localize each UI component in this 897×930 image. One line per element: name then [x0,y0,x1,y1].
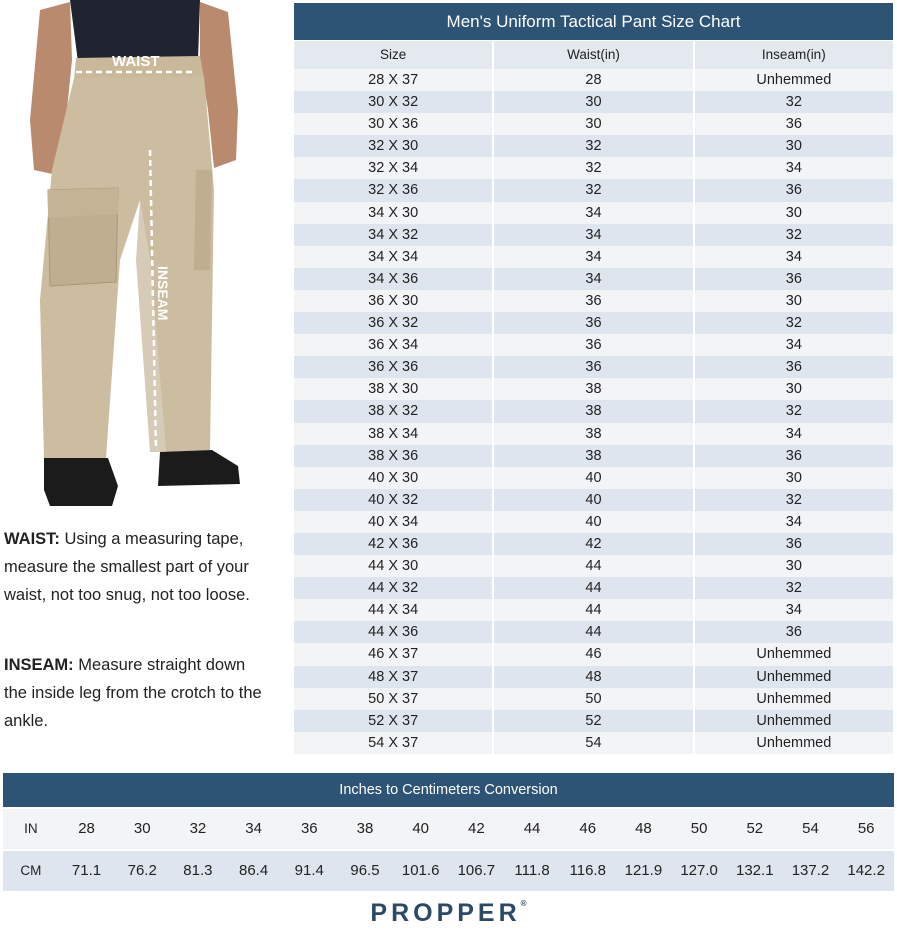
cm-value-cell: 106.7 [449,851,505,891]
waist-cell: 46 [494,643,692,665]
header-waist: Waist(in) [494,41,692,69]
inseam-text: Measure straight down the inside leg from the crotch to the ankle. [4,656,262,730]
table-row [294,511,893,533]
waist-cell: 40 [494,489,692,511]
table-row [294,69,893,91]
waist-cell: 40 [494,511,692,533]
cm-value-cell: 127.0 [671,851,727,891]
size-cell: 44 X 30 [294,555,492,577]
table-row [294,621,893,643]
size-chart-title: Men's Uniform Tactical Pant Size Chart [294,3,893,40]
size-cell: 34 X 32 [294,224,492,246]
cm-value-cell: 116.8 [560,851,616,891]
inseam-cell: 36 [695,356,893,378]
table-row [294,312,893,334]
waist-cell: 34 [494,224,692,246]
table-row [294,91,893,113]
inch-value-cell: 34 [226,809,282,849]
inseam-description [4,651,266,735]
conversion-table [3,773,894,891]
size-chart-body [294,69,893,754]
table-row [294,268,893,290]
inseam-cell: 36 [695,113,893,135]
waist-cell: 30 [494,113,692,135]
brand-logo [0,899,897,928]
size-cell: 34 X 34 [294,246,492,268]
table-row [294,445,893,467]
inseam-cell: Unhemmed [695,666,893,688]
waist-term: WAIST: [4,530,60,548]
waist-cell: 44 [494,621,692,643]
table-row [294,157,893,179]
table-row [294,555,893,577]
brand-name: PROPPER [370,899,521,927]
inseam-cell: 34 [695,599,893,621]
inseam-cell: 32 [695,577,893,599]
cm-value-cell: 86.4 [226,851,282,891]
waist-cell: 38 [494,445,692,467]
cm-row-label: CM [3,851,59,891]
size-cell: 44 X 36 [294,621,492,643]
inseam-cell: 30 [695,467,893,489]
table-row [294,577,893,599]
inseam-cell: 34 [695,334,893,356]
inseam-cell: 34 [695,511,893,533]
inch-value-cell: 28 [59,809,115,849]
waist-cell: 30 [494,91,692,113]
cm-value-cell: 101.6 [393,851,449,891]
waist-cell: 36 [494,312,692,334]
size-cell: 36 X 36 [294,356,492,378]
waist-cell: 34 [494,202,692,224]
waist-cell: 36 [494,290,692,312]
size-cell: 50 X 37 [294,688,492,710]
inch-value-cell: 54 [783,809,839,849]
inch-value-cell: 48 [616,809,672,849]
inseam-cell: 36 [695,445,893,467]
table-row [294,688,893,710]
inseam-cell: Unhemmed [695,643,893,665]
inches-row-label: IN [3,809,59,849]
table-row [294,599,893,621]
size-cell: 36 X 34 [294,334,492,356]
inch-value-cell: 30 [114,809,170,849]
size-cell: 30 X 36 [294,113,492,135]
waist-cell: 44 [494,577,692,599]
size-cell: 40 X 34 [294,511,492,533]
waist-description [4,525,266,609]
inseam-cell: 34 [695,157,893,179]
waist-cell: 36 [494,334,692,356]
inseam-cell: 30 [695,378,893,400]
cm-value-cell: 91.4 [281,851,337,891]
inseam-cell: Unhemmed [695,710,893,732]
waist-guide-label: WAIST [112,53,160,70]
waist-cell: 36 [494,356,692,378]
inch-value-cell: 32 [170,809,226,849]
waist-cell: 50 [494,688,692,710]
inch-value-cell: 38 [337,809,393,849]
waist-cell: 52 [494,710,692,732]
table-row [294,489,893,511]
brand-mark: ® [520,899,527,908]
size-cell: 38 X 30 [294,378,492,400]
waist-cell: 48 [494,666,692,688]
header-inseam: Inseam(in) [695,41,893,69]
inseam-cell: 32 [695,91,893,113]
waist-text: Using a measuring tape, measure the smallest part of your waist, not too snug, not too loose. [4,530,250,604]
waist-cell: 44 [494,555,692,577]
inseam-term: INSEAM: [4,656,74,674]
size-cell: 32 X 36 [294,179,492,201]
size-cell: 28 X 37 [294,69,492,91]
inseam-cell: Unhemmed [695,69,893,91]
size-chart-table [294,3,893,754]
size-cell: 40 X 32 [294,489,492,511]
table-row [294,290,893,312]
table-row [294,179,893,201]
conversion-row-cm [3,851,894,891]
size-cell: 36 X 32 [294,312,492,334]
size-cell: 38 X 34 [294,423,492,445]
table-row [294,423,893,445]
size-cell: 54 X 37 [294,732,492,754]
table-row [294,467,893,489]
inseam-cell: Unhemmed [695,732,893,754]
inseam-cell: 32 [695,489,893,511]
waist-cell: 34 [494,268,692,290]
inseam-cell: 32 [695,224,893,246]
waist-cell: 42 [494,533,692,555]
waist-cell: 54 [494,732,692,754]
size-cell: 46 X 37 [294,643,492,665]
size-cell: 42 X 36 [294,533,492,555]
size-cell: 30 X 32 [294,91,492,113]
waist-cell: 38 [494,378,692,400]
waist-cell: 32 [494,157,692,179]
inseam-cell: 30 [695,202,893,224]
inseam-cell: 34 [695,423,893,445]
inch-value-cell: 50 [671,809,727,849]
table-row [294,202,893,224]
table-row [294,533,893,555]
table-row [294,378,893,400]
table-row [294,732,893,754]
size-chart-header-row [294,41,893,69]
waist-cell: 38 [494,423,692,445]
size-cell: 44 X 32 [294,577,492,599]
inseam-guide-label: INSEAM [155,266,171,321]
size-cell: 40 X 30 [294,467,492,489]
inch-value-cell: 36 [281,809,337,849]
table-row [294,246,893,268]
waist-cell: 40 [494,467,692,489]
inseam-cell: 30 [695,135,893,157]
waist-cell: 28 [494,69,692,91]
size-cell: 38 X 36 [294,445,492,467]
cm-value-cell: 121.9 [616,851,672,891]
table-row [294,224,893,246]
inseam-cell: Unhemmed [695,688,893,710]
size-cell: 32 X 30 [294,135,492,157]
inch-value-cell: 56 [838,809,894,849]
table-row [294,334,893,356]
size-cell: 36 X 30 [294,290,492,312]
inch-value-cell: 44 [504,809,560,849]
size-cell: 38 X 32 [294,400,492,422]
cm-value-cell: 71.1 [59,851,115,891]
table-row [294,400,893,422]
header-size: Size [294,41,492,69]
size-cell: 44 X 34 [294,599,492,621]
inseam-cell: 36 [695,621,893,643]
cm-value-cell: 76.2 [114,851,170,891]
inch-value-cell: 42 [449,809,505,849]
waist-cell: 44 [494,599,692,621]
inch-value-cell: 40 [393,809,449,849]
inseam-cell: 36 [695,533,893,555]
cm-value-cell: 111.8 [504,851,560,891]
pants-illustration [0,0,290,520]
waist-cell: 32 [494,135,692,157]
size-cell: 52 X 37 [294,710,492,732]
inseam-cell: 30 [695,290,893,312]
table-row [294,710,893,732]
table-row [294,356,893,378]
cm-value-cell: 132.1 [727,851,783,891]
inch-value-cell: 46 [560,809,616,849]
inseam-cell: 30 [695,555,893,577]
size-cell: 34 X 30 [294,202,492,224]
inseam-cell: 34 [695,246,893,268]
inseam-cell: 32 [695,400,893,422]
size-cell: 48 X 37 [294,666,492,688]
table-row [294,135,893,157]
size-cell: 34 X 36 [294,268,492,290]
conversion-title: Inches to Centimeters Conversion [3,773,894,807]
inseam-cell: 32 [695,312,893,334]
waist-cell: 34 [494,246,692,268]
table-row [294,643,893,665]
inseam-cell: 36 [695,268,893,290]
inch-value-cell: 52 [727,809,783,849]
conversion-row-inches [3,809,894,849]
table-row [294,113,893,135]
cm-value-cell: 81.3 [170,851,226,891]
table-row [294,666,893,688]
cm-value-cell: 137.2 [783,851,839,891]
inseam-cell: 36 [695,179,893,201]
size-cell: 32 X 34 [294,157,492,179]
waist-cell: 32 [494,179,692,201]
cm-value-cell: 96.5 [337,851,393,891]
cm-value-cell: 142.2 [838,851,894,891]
waist-cell: 38 [494,400,692,422]
